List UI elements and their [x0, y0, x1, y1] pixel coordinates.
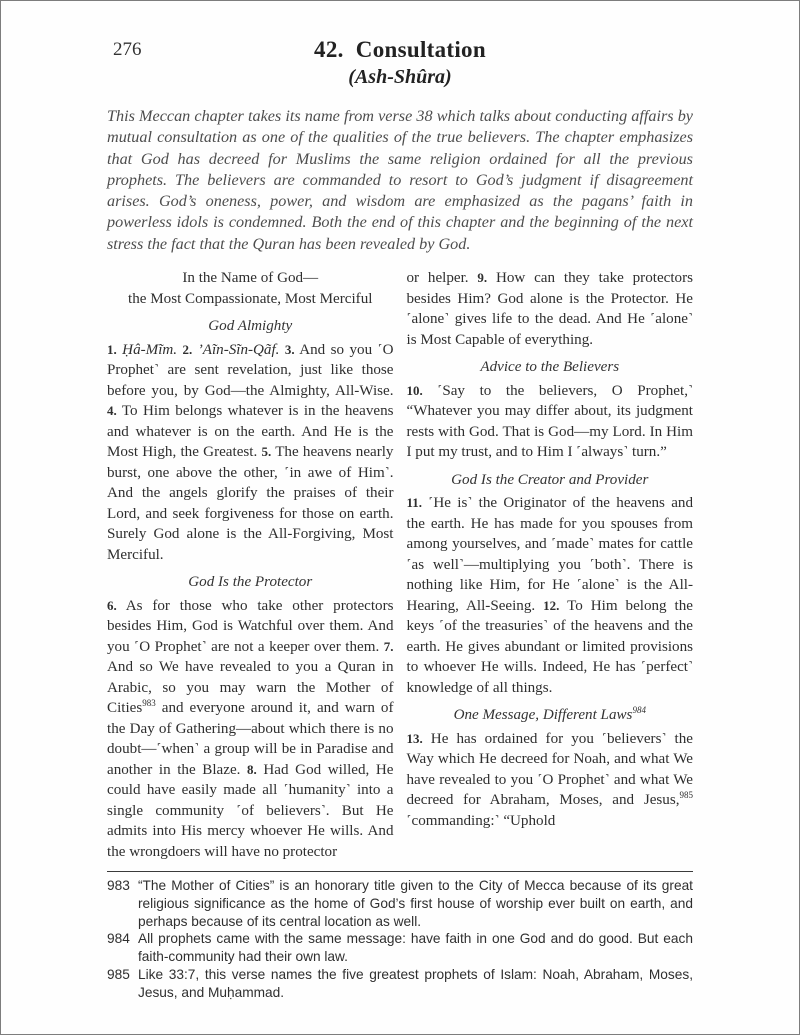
footnotes-section: [107, 871, 693, 1002]
section-heading: [107, 316, 394, 337]
verse-number: 5.: [261, 444, 272, 460]
verse-number: 1.: [107, 341, 117, 357]
section-heading-text: Advice to the Believers: [480, 359, 620, 376]
transliteration: Ḥâ-Mĩm.: [122, 341, 178, 358]
verse-text: As for those who take other protectors besides Him, God is Watchful over them. And you ˹O Prophet˺ are not a keeper over them.: [107, 597, 394, 655]
footnote-divider: [107, 871, 693, 872]
footnote-number: 983: [107, 878, 130, 894]
verse-text: Had God willed, He could have easily made all ˹humanity˺ into a single community ˹of believers˺. But He admits into His mercy whoever He wills. And the wrongdoers will have no protector: [107, 761, 394, 860]
verse-text: And so you ˹O Prophet˺ are sent revelation, just like those before you, by God—the Almighty, All-Wise.: [107, 341, 394, 399]
section-heading: [407, 705, 694, 726]
verse-text: ˹commanding:˺ “Uphold: [406, 812, 556, 829]
footnote-number: 984: [107, 931, 130, 947]
verse-paragraph: [107, 340, 394, 566]
section-heading-text: God Is the Protector: [188, 574, 313, 591]
verse-text: To Him belongs whatever is in the heavens and whatever is on the earth. And He is the Most High, the Greatest.: [107, 403, 394, 461]
verse-number: 4.: [107, 403, 117, 419]
verse-number: 3.: [284, 341, 295, 357]
centered-line: In the Name of God—: [182, 270, 319, 287]
section-heading-text: God Is the Creator and Provider: [451, 471, 649, 488]
right-column: [407, 268, 694, 862]
verse-number: 10.: [406, 382, 423, 398]
section-heading: [407, 470, 694, 491]
verse-number: 9.: [477, 270, 488, 286]
verse-text: ˹Say to the believers, O Prophet,˺ “Whatever you may differ about, its judgment rests with God. That is God—my Lord. In Him I put my trust, and to Him I ˹always˺ turn.”: [406, 382, 693, 461]
section-heading: [107, 572, 394, 593]
footnote: [107, 877, 693, 930]
centered-line: the Most Compassionate, Most Merciful: [128, 290, 373, 307]
footnote-list: [107, 877, 693, 1002]
footnote-ref: 985: [679, 790, 693, 801]
verse-paragraph: [407, 729, 694, 832]
verse-text: ˹He is˺ the Originator of the heavens and the earth. He has made for you spouses from among yourselves, and ˹made˺ mates for cattle ˹as well˺—multiplying you ˹both˺. There is nothing like Him, for He ˹alone˺ is the All-Hearing, All-Seeing.: [406, 495, 693, 614]
two-column-body: [107, 268, 693, 862]
verse-number: 6.: [107, 597, 117, 613]
verse-text: How can they take protectors besides Him? God alone is the Protector. He ˹alone˺ gives life to the dead. And He ˹alone˺ is Most Capable of everything.: [406, 270, 693, 348]
verse-paragraph: [407, 268, 694, 350]
bismillah: [107, 268, 394, 309]
footnote-ref: 984: [632, 705, 646, 716]
verse-text: And so We have revealed to you a Quran in Arabic, so you may warn the Mother of Cities: [107, 659, 394, 717]
footnote-number: 985: [107, 967, 130, 983]
footnote-ref: 983: [142, 698, 156, 709]
footnote-text: “The Mother of Cities” is an honorary title given to the City of Mecca because of its great religious significance as the home of God’s first house of worship ever built on earth, and perhaps because of its central location as well.: [138, 878, 693, 929]
verse-text: He has ordained for you ˹believers˺ the Way which He decreed for Noah, and what We have revealed to you ˹O Prophet˺ and what We decreed for Abraham, Moses, and Jesus,: [406, 730, 693, 809]
footnote: [107, 966, 693, 1002]
verse-number: 12.: [543, 597, 560, 613]
chapter-title: 42. Consultation: [314, 37, 486, 62]
verse-number: 7.: [383, 638, 394, 654]
verse-number: 11.: [406, 495, 422, 511]
chapter-intro: This Meccan chapter takes its name from verse 38 which talks about conducting affairs by mutual consultation as one of the qualities of the true believers. The chapter emphasizes that God has decreed for Muslims the same religion ordained for all the previous prophets. The believers are commanded to resort to God’s judgment if disagreement arises. God’s oneness, power, and wisdom are emphasized as the pagans’ faith in powerless idols is condemned. Both the end of this chapter and the beginning of the next stress the fact that the Quran has been revealed by God.: [107, 107, 693, 253]
verse-number: 8.: [247, 761, 257, 777]
footnote: [107, 930, 693, 966]
chapter-subtitle: (Ash-Shûra): [348, 66, 452, 88]
verse-text: To Him belong the keys ˹of the treasuries˺ of the heavens and the earth. He gives abundant or limited provisions to whoever He wills. Indeed, He has ˹perfect˺ knowledge of all things.: [406, 597, 693, 696]
section-heading-text: One Message, Different Laws: [453, 707, 633, 724]
section-heading: [407, 357, 694, 378]
verse-number: 2.: [182, 341, 193, 357]
page-content: [1, 106, 799, 1002]
verse-paragraph: [407, 381, 694, 463]
transliteration: ’Aĩn-Sĩn-Qãf.: [197, 341, 280, 358]
section-heading-text: God Almighty: [208, 318, 293, 335]
verse-text: and everyone around it, and warn of the Day of Gathering—about which there is no doubt—˹when˺ a group will be in Paradise and another in the Blaze.: [107, 700, 394, 778]
footnote-text: Like 33:7, this verse names the five greatest prophets of Islam: Noah, Abraham, Moses, Jesus, and Muḥammad.: [138, 967, 693, 1000]
verse-paragraph: [107, 596, 394, 863]
verse-text: The heavens nearly burst, one above the other, ˹in awe of Him˺. And the angels glorify the praises of their Lord, and seek forgiveness for those on earth. Surely God alone is the All-Forgiving, Most Merciful.: [107, 444, 394, 563]
verse-paragraph: [407, 493, 694, 698]
left-column: [107, 268, 394, 862]
verse-text: or helper.: [406, 270, 469, 287]
verse-number: 13.: [406, 730, 423, 746]
footnote-text: All prophets came with the same message: have faith in one God and do good. But each faith-community had their own law.: [138, 931, 693, 965]
page-number: 276: [113, 39, 142, 60]
